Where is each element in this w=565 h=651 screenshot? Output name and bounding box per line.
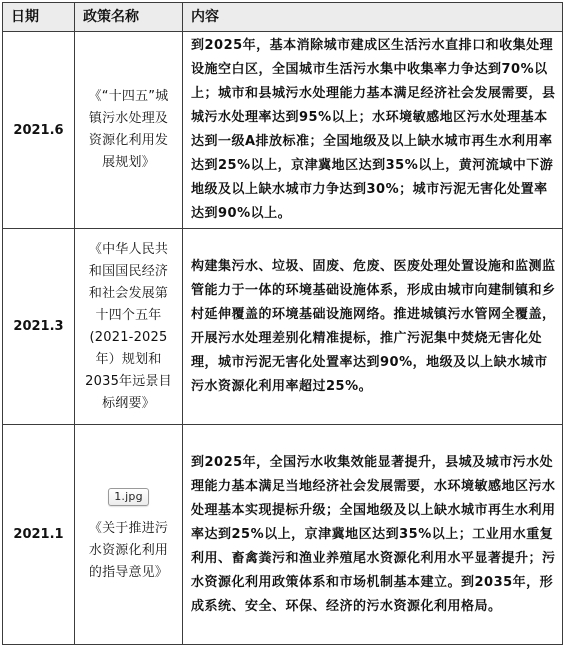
row-content: 到2025年，全国污水收集效能显著提升，县城及城市污水处理能力基本满足当地经济社会发展需要，水环境敏感地区污水处理基本实现提标升级；全国地级及以上缺水城市再生水利用率达到25%以上，京津冀地区达到35%以上；工业用水重复利用、畜禽粪污和渔业养殖尾水资源化利用水平显著提升；污水资源化利用政策体系和市场机制基本建立。到2035年，形成系统、安全、环保、经济的污水资源化利用格局。: [183, 425, 563, 645]
row-content: 构建集污水、垃圾、固废、危废、医废处理处置设施和监测监管能力于一体的环境基础设施体系，形成由城市向建制镇和乡村延伸覆盖的环境基础设施网络。推进城镇污水管网全覆盖，开展污水处理差别化精准提标，推广污泥集中焚烧无害化处理，城市污泥无害化处置率达到90%，地级及以上缺水城市污水资源化利用率超过25%。: [183, 229, 563, 425]
row-date: 2021.3: [3, 229, 75, 425]
policy-table: [2, 2, 563, 645]
row-date: 2021.6: [3, 32, 75, 229]
header-date: 日期: [3, 3, 75, 32]
row-policy-name-cell: [75, 425, 183, 645]
image-attachment-link[interactable]: 1.jpg: [108, 488, 149, 506]
row-policy-name: 《“十四五”城镇污水处理及资源化利用发展规划》: [75, 32, 183, 229]
header-policy-name: 政策名称: [75, 3, 183, 32]
table-row: [3, 32, 563, 229]
header-content: 内容: [183, 3, 563, 32]
row-policy-name: 《中华人民共和国国民经济和社会发展第十四个五年(2021-2025年）规划和2035年远景目标纲要》: [75, 229, 183, 425]
policy-document: [0, 2, 565, 651]
row-date: 2021.1: [3, 425, 75, 645]
row-content: 到2025年，基本消除城市建成区生活污水直排口和收集处理设施空白区，全国城市生活污水集中收集率力争达到70%以上；城市和县城污水处理能力基本满足经济社会发展需要，县城污水处理率达到95%以上；水环境敏感地区污水处理基本达到一级A排放标准；全国地级及以上缺水城市再生水利用率达到25%以上，京津冀地区达到35%以上，黄河流域中下游地级及以上缺水城市力争达到30%；城市污泥无害化处置率达到90%以上。: [183, 32, 563, 229]
row-policy-name: 《关于推进污水资源化利用的指导意见》: [88, 520, 169, 580]
table-header-row: [3, 3, 563, 32]
table-row: [3, 425, 563, 645]
table-row: [3, 229, 563, 425]
